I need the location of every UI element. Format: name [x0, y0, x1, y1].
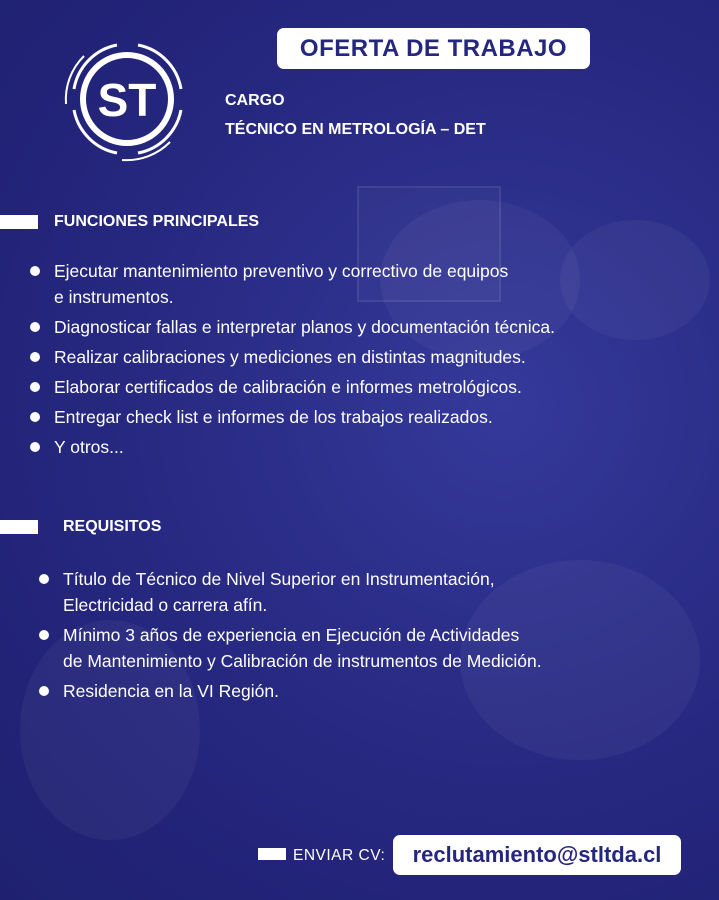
bullet-icon	[39, 630, 49, 640]
offer-badge	[277, 28, 590, 69]
email-link[interactable]	[393, 835, 681, 875]
funciones-list	[54, 258, 704, 464]
list-item: Realizar calibraciones y mediciones en distintas magnitudes.	[54, 344, 704, 370]
section-bar-funciones	[0, 215, 38, 229]
funciones-title: FUNCIONES PRINCIPALES	[54, 213, 260, 230]
list-item: Elaborar certificados de calibración e informes metrológicos.	[54, 374, 704, 400]
bullet-icon	[30, 352, 40, 362]
list-item: Y otros...	[54, 434, 704, 460]
st-logo	[62, 34, 192, 164]
bullet-icon	[30, 382, 40, 392]
send-cv-label: ENVIAR CV:	[293, 847, 386, 864]
list-item-continuation: e instrumentos.	[54, 287, 174, 307]
list-item: Diagnosticar fallas e interpretar planos y documentación técnica.	[54, 314, 704, 340]
bullet-icon	[30, 412, 40, 422]
offer-title: OFERTA DE TRABAJO	[299, 34, 568, 62]
list-item-continuation: de Mantenimiento y Calibración de instrumentos de Medición.	[63, 651, 542, 671]
logo-text: ST	[97, 74, 157, 126]
send-cv-bar	[258, 848, 286, 860]
list-item: Mínimo 3 años de experiencia en Ejecución de Actividades	[63, 622, 703, 648]
cargo-label: CARGO	[225, 92, 285, 109]
list-item: Ejecutar mantenimiento preventivo y correctivo de equipos	[54, 258, 704, 284]
requisitos-list	[63, 566, 703, 708]
list-item: Residencia en la VI Región.	[63, 678, 703, 704]
bullet-icon	[30, 322, 40, 332]
list-item: Entregar check list e informes de los trabajos realizados.	[54, 404, 704, 430]
bullet-icon	[39, 686, 49, 696]
bullet-icon	[39, 574, 49, 584]
section-bar-requisitos	[0, 520, 38, 534]
bullet-icon	[30, 266, 40, 276]
list-item: Título de Técnico de Nivel Superior en Instrumentación,	[63, 566, 703, 592]
list-item-continuation: Electricidad o carrera afín.	[63, 595, 268, 615]
requisitos-title: REQUISITOS	[63, 518, 162, 535]
bullet-icon	[30, 442, 40, 452]
cargo-value: TÉCNICO EN METROLOGÍA – DET	[225, 121, 486, 138]
email-text[interactable]: reclutamiento@stltda.cl	[412, 842, 662, 867]
